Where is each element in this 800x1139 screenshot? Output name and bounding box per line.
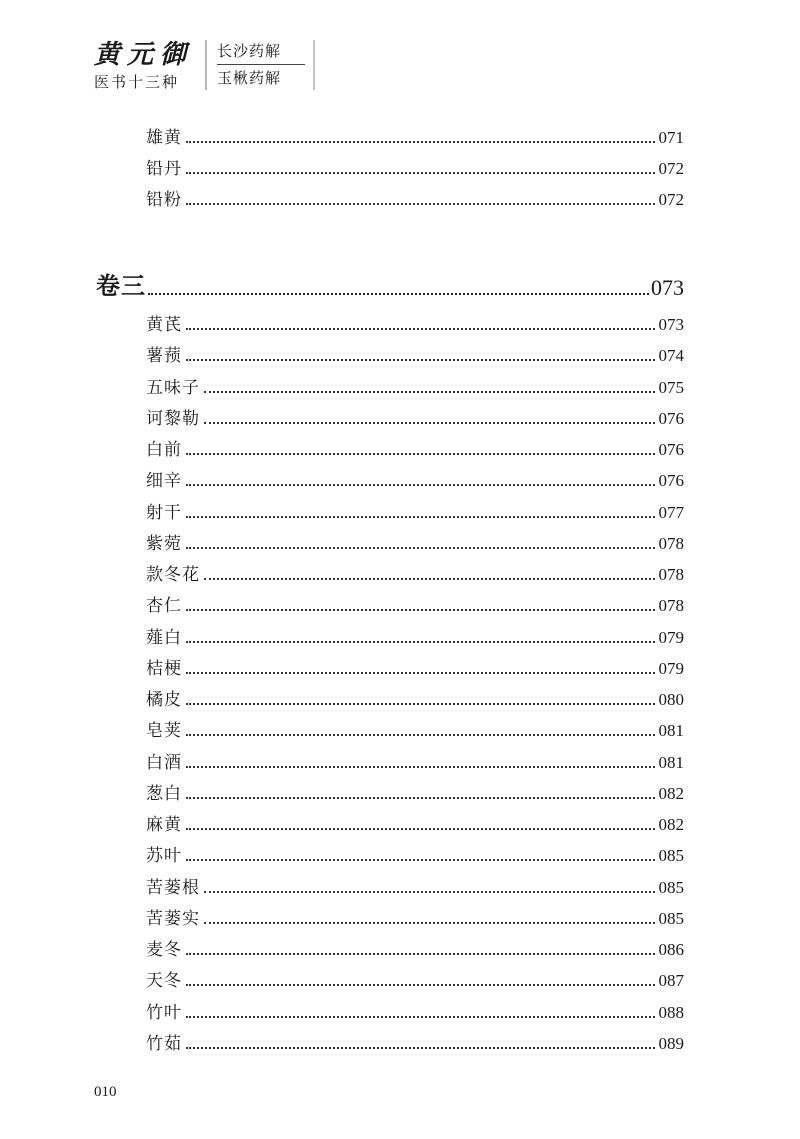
book-title-2: 玉楸药解 [217, 69, 282, 87]
entry-title: 薯蓣 [146, 346, 182, 367]
entry-page: 086 [658, 940, 684, 959]
entry-page: 079 [658, 627, 684, 647]
dot-leader [186, 609, 655, 611]
toc-entry [146, 624, 684, 648]
entry-page: 081 [658, 752, 684, 772]
toc-entry [146, 530, 684, 554]
dot-leader [186, 484, 655, 486]
entry-page: 082 [658, 815, 684, 834]
entry-title: 白前 [146, 440, 182, 460]
dot-leader [186, 953, 655, 955]
book-title-1: 长沙药解 [217, 42, 282, 60]
entry-page: 085 [658, 908, 684, 928]
entry-page: 074 [658, 346, 684, 366]
entry-title: 紫菀 [146, 533, 182, 554]
dot-leader [186, 203, 655, 205]
dot-leader [186, 172, 655, 174]
entry-title: 铅丹 [146, 159, 182, 179]
entry-title: 皂荚 [146, 721, 182, 742]
toc-entry [146, 186, 684, 210]
entry-page: 081 [658, 721, 684, 741]
entry-title: 铅粉 [146, 190, 182, 210]
toc-entry [146, 936, 684, 960]
dot-leader [186, 641, 655, 643]
entry-page: 082 [658, 783, 684, 803]
entry-title: 黄芪 [146, 315, 182, 335]
entry-title: 白酒 [146, 752, 182, 773]
entry-page: 077 [658, 502, 684, 522]
entry-page: 076 [658, 471, 684, 491]
toc-entry [146, 811, 684, 835]
entry-page: 076 [658, 408, 684, 428]
toc-entry [146, 561, 684, 585]
toc-entry [146, 374, 684, 398]
entry-title: 苏叶 [146, 846, 182, 867]
toc-entry [146, 311, 684, 335]
toc-entry [146, 905, 684, 929]
dot-leader [204, 891, 655, 893]
entry-title: 杏仁 [146, 596, 182, 617]
entry-title: 竹叶 [146, 1002, 182, 1023]
entry-title: 苦蒌根 [146, 877, 200, 898]
entry-page: 078 [658, 533, 684, 553]
header-divider [205, 40, 207, 90]
entry-page: 089 [658, 1033, 684, 1053]
dot-leader [204, 422, 655, 424]
dot-leader [186, 797, 655, 799]
toc-entry [146, 155, 684, 179]
toc-entry [146, 1030, 684, 1054]
dot-leader [204, 391, 655, 393]
entry-page: 085 [658, 846, 684, 866]
dot-leader [186, 672, 655, 674]
header-divider-right [313, 40, 315, 90]
entry-title: 竹茹 [146, 1033, 182, 1054]
toc-entry [146, 999, 684, 1023]
toc-entry [146, 467, 684, 491]
entry-title: 苦蒌实 [146, 908, 200, 929]
toc-entry [146, 749, 684, 773]
entry-title: 雄黄 [146, 128, 182, 148]
dot-leader [148, 293, 649, 295]
dot-leader [204, 578, 655, 580]
dot-leader [186, 734, 655, 736]
book-titles [217, 40, 305, 89]
dot-leader [186, 328, 655, 330]
dot-leader [186, 703, 655, 705]
entry-title: 款冬花 [146, 565, 200, 585]
book-title-rule [217, 64, 305, 65]
entry-page: 088 [658, 1002, 684, 1022]
entry-page: 079 [658, 658, 684, 678]
dot-leader [186, 359, 655, 361]
toc-entry [146, 342, 684, 366]
entry-page: 087 [658, 971, 684, 991]
dot-leader [186, 453, 655, 455]
toc-entry [146, 842, 684, 866]
toc-entry [146, 405, 684, 429]
entry-title: 卷三 [96, 271, 146, 300]
entry-title: 五味子 [146, 377, 200, 398]
toc-entry [146, 592, 684, 616]
entry-page: 080 [658, 690, 684, 709]
entry-title: 射干 [146, 502, 182, 523]
entry-page: 073 [658, 315, 684, 334]
toc-entry [146, 124, 684, 148]
toc-entry [146, 655, 684, 679]
entry-title: 桔梗 [146, 658, 182, 679]
toc-entry [146, 499, 684, 523]
dot-leader [186, 859, 655, 861]
entry-title: 麻黄 [146, 815, 182, 835]
entry-page: 076 [658, 440, 684, 459]
toc-entry [146, 717, 684, 741]
dot-leader [204, 922, 655, 924]
dot-leader [186, 1016, 655, 1018]
series-brand [94, 40, 193, 92]
toc-entry [146, 436, 684, 460]
dot-leader [186, 984, 655, 986]
dot-leader [186, 547, 655, 549]
dot-leader [186, 766, 655, 768]
entry-page: 072 [658, 190, 684, 209]
entry-title: 麦冬 [146, 940, 182, 960]
toc-entry [146, 874, 684, 898]
entry-title: 橘皮 [146, 690, 182, 710]
entry-page: 078 [658, 565, 684, 584]
toc-entry [146, 686, 684, 710]
entry-title: 细辛 [146, 471, 182, 492]
toc-entry [146, 967, 684, 991]
series-subtitle: 医书十三种 [94, 73, 180, 91]
entry-page: 075 [658, 377, 684, 397]
entry-page: 073 [651, 275, 684, 300]
dot-leader [186, 516, 655, 518]
page-number: 010 [94, 1084, 117, 1100]
entry-page: 072 [658, 159, 684, 178]
volume-heading [96, 271, 684, 301]
entry-title: 诃黎勒 [146, 408, 200, 429]
entry-title: 天冬 [146, 971, 182, 992]
entry-title: 薤白 [146, 627, 182, 648]
entry-title: 葱白 [146, 783, 182, 804]
dot-leader [186, 141, 655, 143]
running-header [94, 40, 315, 92]
toc-entry [146, 780, 684, 804]
entry-page: 071 [658, 128, 684, 147]
series-title: 黄元御 [94, 40, 194, 70]
dot-leader [186, 828, 655, 830]
entry-page: 078 [658, 596, 684, 616]
entry-page: 085 [658, 877, 684, 897]
dot-leader [186, 1047, 655, 1049]
